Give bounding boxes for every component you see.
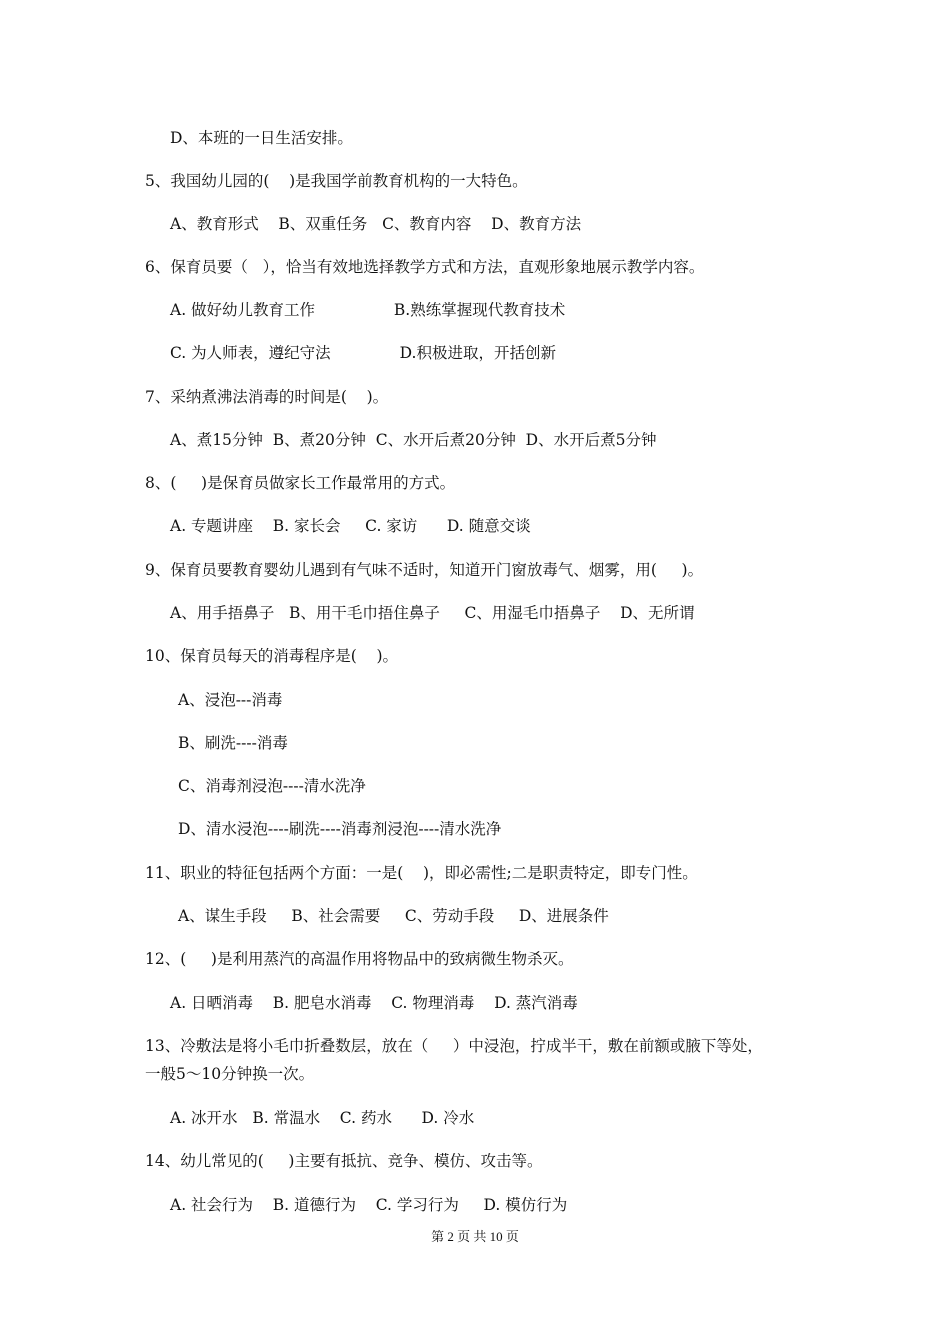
question-text: 11、职业的特征包括两个方面：一是( )，即必需性;二是职责特定，即专门性。 — [145, 864, 698, 882]
answer-options: D、清水浸泡----刷洗----消毒剂浸泡----清水洗净 — [178, 820, 502, 838]
question-text: 7、采纳煮沸法消毒的时间是( )。 — [145, 388, 389, 406]
answer-options: A. 日晒消毒 B. 肥皂水消毒 C. 物理消毒 D. 蒸汽消毒 — [170, 994, 578, 1012]
question-text: 8、( )是保育员做家长工作最常用的方式。 — [145, 474, 456, 492]
answer-options: A. 冰开水 B. 常温水 C. 药水 D. 冷水 — [170, 1109, 475, 1127]
question-text: 一般5～10分钟换一次。 — [145, 1065, 315, 1083]
answer-options: A. 做好幼儿教育工作 B.熟练掌握现代教育技术 — [170, 301, 566, 319]
answer-options: C、消毒剂浸泡----清水洗净 — [178, 777, 366, 795]
answer-options: A、煮15分钟 B、煮20分钟 C、水开后煮20分钟 D、水开后煮5分钟 — [170, 431, 657, 449]
question-text: 14、幼儿常见的( )主要有抵抗、竞争、模仿、攻击等。 — [145, 1152, 543, 1170]
answer-options: B、刷洗----消毒 — [178, 734, 288, 752]
answer-options: A、教育形式 B、双重任务 C、教育内容 D、教育方法 — [170, 215, 582, 233]
answer-options: A、浸泡---消毒 — [178, 691, 283, 709]
answer-options: A、用手捂鼻子 B、用干毛巾捂住鼻子 C、用湿毛巾捂鼻子 D、无所谓 — [170, 604, 695, 622]
question-text: 5、我国幼儿园的( )是我国学前教育机构的一大特色。 — [145, 172, 528, 190]
question-text: 9、保育员要教育婴幼儿遇到有气味不适时，知道开门窗放毒气、烟雾，用( )。 — [145, 561, 704, 579]
answer-options: D、本班的一日生活安排。 — [170, 129, 353, 147]
page-footer: 第 2 页 共 10 页 — [431, 1229, 519, 1244]
answer-options: C. 为人师表，遵纪守法 D.积极进取，开括创新 — [170, 344, 556, 362]
question-text: 6、保育员要（ ），恰当有效地选择教学方式和方法，直观形象地展示教学内容。 — [145, 258, 705, 276]
answer-options: A、谋生手段 B、社会需要 C、劳动手段 D、进展条件 — [178, 907, 609, 925]
answer-options: A. 专题讲座 B. 家长会 C. 家访 D. 随意交谈 — [170, 517, 531, 535]
question-text: 12、( )是利用蒸汽的高温作用将物品中的致病微生物杀灭。 — [145, 950, 574, 968]
question-text: 10、保育员每天的消毒程序是( )。 — [145, 647, 399, 665]
answer-options: A. 社会行为 B. 道德行为 C. 学习行为 D. 模仿行为 — [170, 1196, 568, 1214]
question-text: 13、冷敷法是将小毛巾折叠数层，放在（ ）中浸泡，拧成半干，敷在前额或腋下等处， — [145, 1037, 763, 1055]
